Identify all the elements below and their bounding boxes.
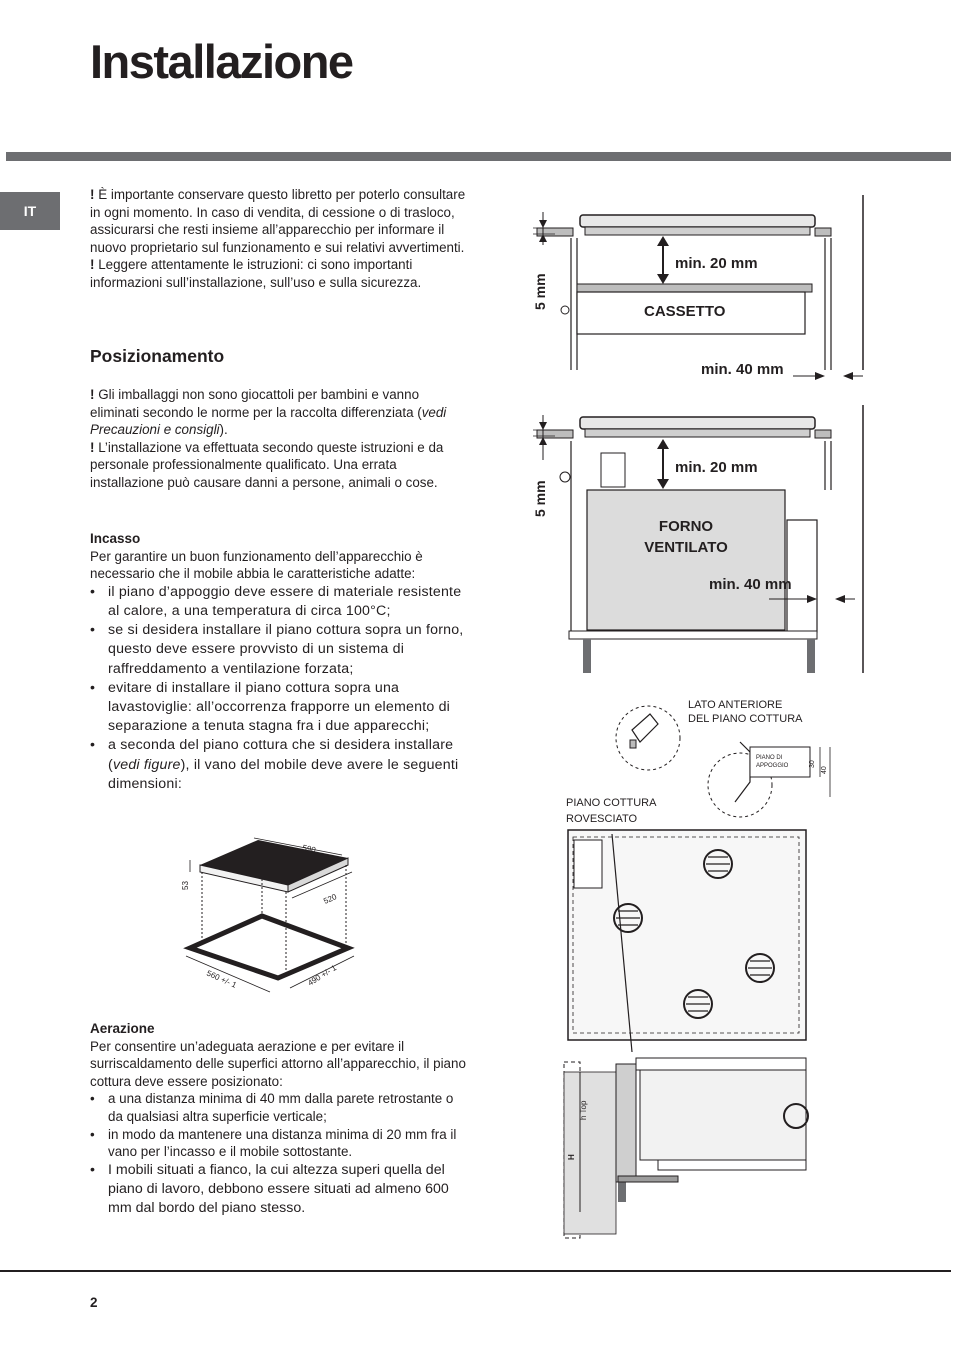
min-40-label: min. 40 mm — [701, 361, 784, 378]
drawer-label: CASSETTO — [644, 303, 726, 320]
positioning-text-1: Gli imballaggi non sono giocattoli per bambini e vanno eliminati secondo le norme per la raccolta differenziata ( — [90, 387, 422, 420]
positioning-text-1-end: ). — [219, 422, 228, 438]
min-40-label: min. 40 mm — [709, 576, 792, 593]
positioning-section — [90, 386, 468, 492]
worktop-left — [537, 228, 573, 236]
incasso-list — [90, 583, 468, 794]
hob-body — [585, 227, 810, 235]
min-20-label: min. 20 mm — [675, 255, 758, 272]
aerazione-heading: Aerazione — [90, 1021, 155, 1036]
incasso-intro: Per garantire un buon funzionamento dell’apparecchio è necessario che il mobile abbia le caratteristiche adatte: — [90, 548, 423, 582]
warning-mark: ! — [90, 187, 95, 202]
footer-rule — [0, 1270, 951, 1272]
positioning-paragraph-2 — [90, 439, 468, 492]
hob-top-surface — [200, 840, 348, 885]
list-item: • a una distanza minima di 40 mm dalla parete retrostante o da qualsiasi altra superficie verticale; — [90, 1090, 468, 1125]
hob-profile — [580, 417, 815, 429]
drawer-installation-diagram — [525, 190, 865, 390]
list-item-text: a seconda del piano cottura che si desidera installare ( — [108, 737, 454, 773]
oven-box — [587, 490, 785, 630]
front-side-label-line-2: DEL PIANO COTTURA — [688, 713, 803, 725]
aerazione-section — [90, 1020, 468, 1218]
list-item: • evitare di installare il piano cottura sopra una lavastoviglie: all’occorrenza frapporre un elemento di separazione a tenuta stagna fra i due apparecchi; — [90, 679, 468, 737]
h-label: H — [567, 1154, 576, 1160]
list-item — [90, 736, 468, 794]
gap-label: 5 mm — [532, 480, 548, 517]
support-label-line-1: PIANO DI — [756, 755, 783, 761]
dim-label-depth: 520 — [322, 892, 339, 906]
page-title: Installazione — [90, 35, 353, 88]
dim-label-cutout-width: 560 +/- 1 — [205, 968, 238, 990]
list-item: • in modo da mantenere una distanza minima di 20 mm fra il vano per l’incasso e il mobile sottostante. — [90, 1126, 468, 1161]
list-item-text-end: ), il vano del mobile deve avere le seguenti dimensioni: — [108, 756, 459, 792]
dim-label-width: 590 — [301, 843, 317, 855]
aerazione-list — [90, 1090, 468, 1218]
oven-installation-diagram — [525, 405, 865, 675]
min-20-label: min. 20 mm — [675, 459, 758, 476]
cutout-dimensions-figure — [170, 830, 390, 1010]
dim-40-label: 40 — [821, 766, 828, 774]
h-top-label: h Top — [579, 1100, 588, 1120]
cross-reference: vedi Precauzioni e consigli — [90, 404, 447, 438]
dim-30-label: 30 — [809, 760, 816, 768]
bracket-installation-diagram — [560, 692, 835, 1240]
support-label-line-2: APPOGGIO — [756, 763, 789, 769]
header-rule — [6, 152, 951, 161]
positioning-paragraph-1 — [90, 386, 468, 439]
oven-label-line-1: FORNO — [658, 518, 714, 535]
flipped-hob-label-line-1: PIANO COTTURA — [566, 797, 657, 809]
front-side-label-line-1: LATO ANTERIORE — [688, 699, 783, 711]
warning-mark: ! — [90, 257, 95, 273]
positioning-text-2: L’installazione va effettuata secondo queste istruzioni e da personale professionalmente qualificato. Una errata installazione può causare danni a persone, animali o cose. — [90, 439, 444, 490]
language-tab: IT — [0, 192, 60, 230]
flipped-hob-label-line-2: ROVESCIATO — [566, 813, 638, 825]
dim-label-height: 53 — [181, 881, 190, 890]
list-item: • il piano d’appoggio deve essere di materiale resistente al calore, a una temperatura di circa 100°C; — [90, 583, 468, 621]
intro-paragraph-2 — [90, 256, 468, 291]
incasso-heading: Incasso — [90, 531, 141, 546]
intro-text-1: È importante conservare questo libretto per poterlo consultare in ogni momento. In caso di vendita, di cessione o di trasloco, assicurarsi che resti insieme all’apparecchio per informare il nuovo proprietario sul funzionamento e sui relativi avvertimenti. — [90, 187, 466, 255]
dim-label-cutout-depth: 490 +/- 1 — [306, 963, 339, 988]
intro-paragraph-1 — [90, 186, 468, 256]
gap-label: 5 mm — [532, 273, 548, 310]
aerazione-intro: Per consentire un’adeguata aerazione e per evitare il surriscaldamento delle superfici attorno all’apparecchio, il piano cottura deve essere posizionato: — [90, 1038, 466, 1089]
warning-mark: ! — [90, 387, 95, 402]
incasso-section — [90, 530, 468, 794]
flipped-hob-outline — [568, 830, 806, 1040]
intro-text-2: Leggere attentamente le istruzioni: ci sono importanti informazioni sull’installazione, sull’uso e sulla sicurezza. — [90, 257, 422, 290]
list-item: • I mobili situati a fianco, la cui altezza superi quella del piano di lavoro, debbono essere situati ad almeno 600 mm dal bordo del piano stesso. — [90, 1161, 468, 1219]
worktop-right — [815, 228, 831, 236]
intro-section — [90, 186, 468, 292]
separator-shelf — [577, 284, 812, 292]
warning-mark: ! — [90, 439, 95, 455]
cross-reference: vedi figure — [112, 756, 181, 773]
hob-profile — [580, 215, 815, 227]
positioning-heading: Posizionamento — [90, 346, 225, 366]
oven-label-line-2: VENTILATO — [644, 539, 728, 556]
page-number: 2 — [90, 1295, 98, 1310]
list-item: • se si desidera installare il piano cottura sopra un forno, questo deve essere provvisto di un sistema di raffreddamento a ventilazione forzata; — [90, 621, 468, 679]
